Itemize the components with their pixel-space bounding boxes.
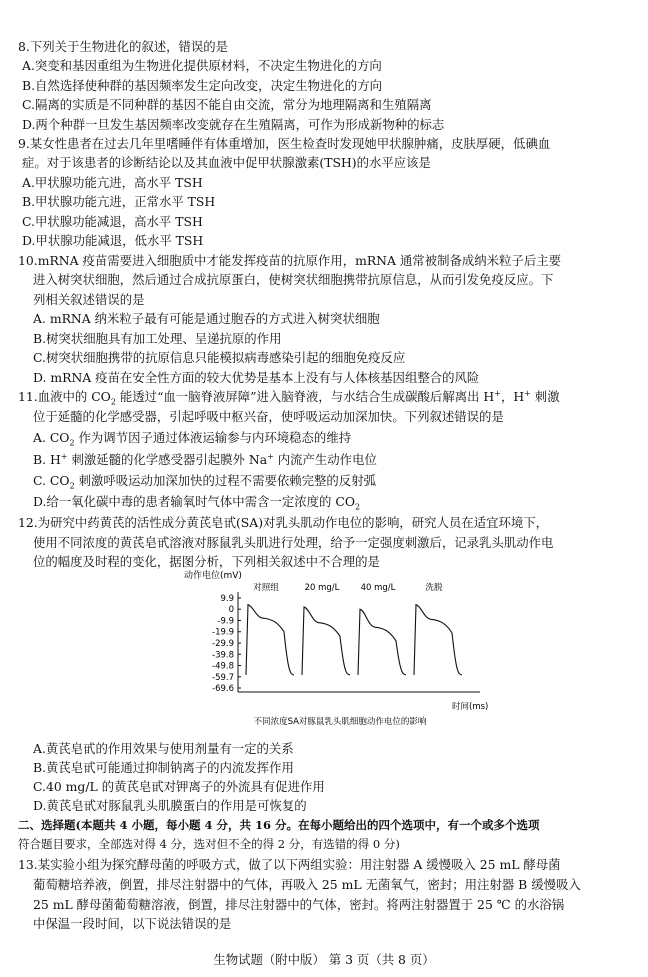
q8-stem: 8.下列关于生物进化的叙述，错误的是 (18, 39, 229, 54)
series-line-3 (358, 609, 406, 675)
q11-option-a: A. $CO_2$ 作为调节因子通过体液运输参与内环境稳态的维持 (33, 430, 352, 446)
q10-option-c: C.树突状细胞携带的抗原信息只能模拟病毒感染引起的细胞免疫反应 (33, 350, 406, 365)
q9-stem-2: 症。对于该患者的诊断结论以及其血液中促甲状腺激素(TSH)的水平应该是 (22, 155, 431, 170)
q8-option-a: A.突变和基因重组为生物进化提供原材料，不决定生物进化的方向 (22, 58, 382, 73)
q11-stem-2: 位于延髓的化学感受器，引起呼吸中枢兴奋，使呼吸运动加深加快。下列叙述错误的是 (33, 409, 504, 424)
q9-option-a: A.甲状腺功能亢进，高水平 TSH (22, 175, 203, 190)
q12-option-b: B.黄芪皂甙可能通过抑制钠离子的内流发挥作用 (33, 760, 294, 775)
y-tick-label: -39.8 (212, 650, 234, 661)
q11-option-c: C. $CO_2$ 刺激呼吸运动加深加快的过程不需要依赖完整的反射弧 (33, 473, 376, 489)
q12-option-a: A.黄芪皂甙的作用效果与使用剂量有一定的关系 (33, 741, 294, 756)
q12-stem-1: 12.为研究中药黄芪的活性成分黄芪皂甙(SA)对乳头肌动作电位的影响，研究人员在适宜环境下， (18, 515, 549, 530)
series-line-1 (246, 605, 294, 675)
q10-option-b: B.树突状细胞具有加工处理、呈递抗原的作用 (33, 331, 282, 346)
q12-option-c: C.40 mg/L 的黄芪皂甙对钾离子的外流具有促进作用 (33, 779, 325, 794)
q12-option-d: D.黄芪皂甙对豚鼠乳头肌膜蛋白的作用是可恢复的 (33, 798, 307, 813)
q10-stem-2: 进入树突状细胞，然后通过合成抗原蛋白，使树突状细胞携带抗原信息，从而引发免疫反应。下 (33, 272, 554, 287)
series-label-4: 洗脱 (425, 583, 443, 593)
q13-stem-1: 13.某实验小组为探究酵母菌的呼吸方式，做了以下两组实验：用注射器 A 缓慢吸入 25 mL 酵母菌 (18, 857, 561, 872)
y-tick-label: -59.7 (212, 672, 234, 683)
y-tick-label: 9.9 (220, 594, 234, 604)
q10-stem-1: 10.mRNA 疫苗需要进入细胞质中才能发挥疫苗的抗原作用，mRNA 通常被制备成纳米粒子后主要 (18, 253, 561, 268)
q9-option-b: B.甲状腺功能亢进，正常水平 TSH (22, 194, 216, 209)
action-potential-chart (180, 568, 500, 728)
q13-stem-3: 25 mL 酵母菌葡萄糖溶液，倒置，排尽注射器中的气体，密封。将两注射器置于 25 ℃ 的水浴锅 (33, 897, 565, 912)
page-footer: 生物试题（附中版） 第 3 页（共 8 页） (213, 952, 435, 967)
q13-stem-4: 中保温一段时间，以下说法错误的是 (33, 916, 232, 931)
y-tick-label: -9.9 (217, 616, 234, 627)
chart-ylabel: 动作电位(mV) (184, 571, 242, 581)
q11-stem-1: 11.血液中的 $CO_2$ 能透过“血一脑脊液屏障”进入脑脊液，与水结合生成碳酸后解离出 H+，H+ 刺激 (18, 388, 560, 405)
y-tick-label: -19.9 (212, 627, 234, 638)
q9-stem-1: 9.某女性患者在过去几年里嗜睡伴有体重增加，医生检查时发现她甲状腺肿痛，皮肤厚硬，低碘血 (18, 136, 551, 151)
q11-option-b: B. H+ 刺激延髓的化学感受器引起膜外 Na+ 内流产生动作电位 (33, 451, 377, 467)
series-line-2 (302, 607, 350, 675)
q10-option-a: A. mRNA 纳米粒子最有可能是通过胞吞的方式进入树突状细胞 (33, 311, 380, 326)
series-group (246, 582, 462, 675)
q9-option-c: C.甲状腺功能减退，高水平 TSH (22, 214, 203, 229)
section2-heading-1: 二、选择题(本题共 4 小题，每小题 4 分，共 16 分。在每小题给出的四个选项中，有一个或多个选项 (18, 818, 540, 832)
q10-option-d: D. mRNA 疫苗在安全性方面的较大优势是基本上没有与人体核基因组整合的风险 (33, 370, 480, 385)
y-tick-label: 0 (228, 605, 234, 616)
q8-option-c: C.隔离的实质是不同种群的基因不能自由交流，常分为地理隔离和生殖隔离 (22, 97, 432, 112)
y-tick-label: -49.8 (212, 661, 234, 672)
series-label-3: 40 mg/L (360, 583, 396, 593)
series-line-4 (414, 605, 462, 675)
chart-xlabel: 时间(ms) (452, 702, 489, 712)
y-tick-label: -69.6 (212, 684, 234, 694)
series-label-2: 20 mg/L (304, 583, 340, 593)
section2-heading-2: 符合题目要求，全部选对得 4 分，选对但不全的得 2 分，有选错的得 0 分) (18, 837, 400, 851)
chart-title: 不同浓度SA对豚鼠乳头肌细胞动作电位的影响 (253, 717, 427, 727)
q10-stem-3: 列相关叙述错误的是 (33, 292, 145, 307)
q11-option-d: D.给一氧化碳中毒的患者输氧时气体中需含一定浓度的 $CO_2$ (33, 494, 361, 510)
q12-stem-2: 使用不同浓度的黄芪皂甙溶液对豚鼠乳头肌进行处理，给予一定强度刺激后，记录乳头肌动作电 (33, 535, 554, 550)
q12-stem-3: 位的幅度及时程的变化，据图分析，下列相关叙述中不合理的是 (33, 554, 380, 569)
q13-stem-2: 葡萄糖培养液，倒置，排尽注射器中的气体，再吸入 25 mL 无菌氧气，密封；用注射器 B 缓慢吸入 (33, 877, 581, 892)
series-label-1: 对照组 (253, 583, 279, 593)
q8-option-d: D.两个种群一旦发生基因频率改变就存在生殖隔离，可作为形成新物种的标志 (22, 117, 445, 132)
y-tick-label: -29.9 (212, 639, 234, 650)
q8-option-b: B.自然选择使种群的基因频率发生定向改变，决定生物进化的方向 (22, 78, 382, 93)
q9-option-d: D.甲状腺功能减退，低水平 TSH (22, 233, 204, 248)
